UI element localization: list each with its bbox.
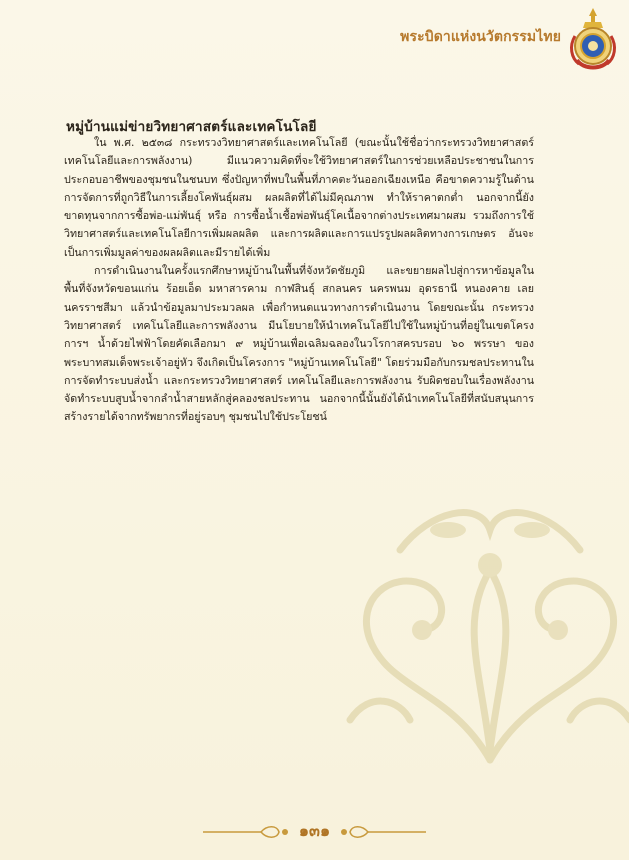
page-footer bbox=[0, 819, 629, 844]
right-flourish-icon bbox=[338, 823, 428, 841]
book-header-label: พระบิดาแห่งนวัตกรรมไทย bbox=[400, 29, 561, 45]
article-paragraph-2: การดำเนินงานในครั้งแรกศึกษาหมู่บ้านในพื้นที่จังหวัดชัยภูมิ และขยายผลไปสู่การหาข้อมูลในพื้นที่จังหวัดขอนแก่น ร้อยเอ็ด มหาสารคาม กาฬสินธุ์ สกลนคร นครพนม อุดรธานี หนองคาย เลย นครราชสีมา แล้วนำข้อมูลมาประมวลผล เพื่อกำหนดแนวทางการดำเนินงาน โดยขณะนั้น กระทรวงวิทยาศาสตร์ เทคโนโลยีและการพลังงาน มีนโยบายให้นำเทคโนโลยีไปใช้ในหมู่บ้านที่อยู่ในเขตโครงการฯ น้ำด้วยไฟฟ้าโดยคัดเลือกมา ๙ หมู่บ้านเพื่อเฉลิมฉลองในวโรกาสครบรอบ ๖๐ พรรษา ของพระบาทสมเด็จพระเจ้าอยู่หัว จึงเกิดเป็นโครงการ "หมู่บ้านเทคโนโลยี" โดยร่วมมือกับกรมชลประทานในการจัดทำระบบส่งน้ำ และกระทรวงวิทยาศาสตร์ เทคโนโลยีและการพลังงาน รับผิดชอบในเรื่องพลังงานจัดทำระบบสูบน้ำจากลำน้ำสายหลักสู่คลองชลประทาน นอกจากนี้นั้นยังได้นำเทคโนโลยีที่สนับสนุนการสร้างรายได้จากทรัพยากรที่อยู่รอบๆ ชุมชนไปใช้ประโยชน์ bbox=[64, 264, 534, 424]
royal-emblem-icon bbox=[567, 6, 619, 74]
article-title: หมู่บ้านแม่ข่ายวิทยาศาสตร์และเทคโนโลยี bbox=[66, 119, 317, 135]
page-number: ๑๓๑ bbox=[298, 821, 331, 840]
floral-ornament bbox=[330, 470, 629, 770]
article-paragraph-1: ใน พ.ศ. ๒๕๓๘ กระทรวงวิทยาศาสตร์และเทคโนโลยี (ขณะนั้นใช้ชื่อว่ากระทรวงวิทยาศาสตร์ เทคโนโลยีและการพลังงาน) มีแนวความคิดที่จะใช้วิทยาศาสตร์ในการช่วยเหลือประชาชนในการประกอบอาชีพของชุมชนในชนบท ซึ่งปัญหาที่พบในพื้นที่ภาคตะวันออกเฉียงเหนือ คือขาดความรู้ในด้านการจัดการที่ถูกวิธีในการเลี้ยงโคพันธุ์ผสม ผลผลิตที่ได้ไม่มีคุณภาพ ทำให้ราคาตกต่ำ นอกจากนี้ยังขาดทุนจากการซื้อพ่อ-แม่พันธุ์ หรือ การซื้อน้ำเชื้อพ่อพันธุ์โคเนื้อจากต่างประเทศมาผสม รวมถึงการใช้วิทยาศาสตร์และเทคโนโลยีการเพิ่มผลผลิต และการผลิตและการแปรรูปผลผลิตทางการเกษตร อันจะเป็นการเพิ่มมูลค่าของผลผลิตและมีรายได้เพิ่ม bbox=[64, 136, 534, 259]
left-flourish-icon bbox=[201, 823, 291, 841]
article-body bbox=[64, 134, 534, 427]
